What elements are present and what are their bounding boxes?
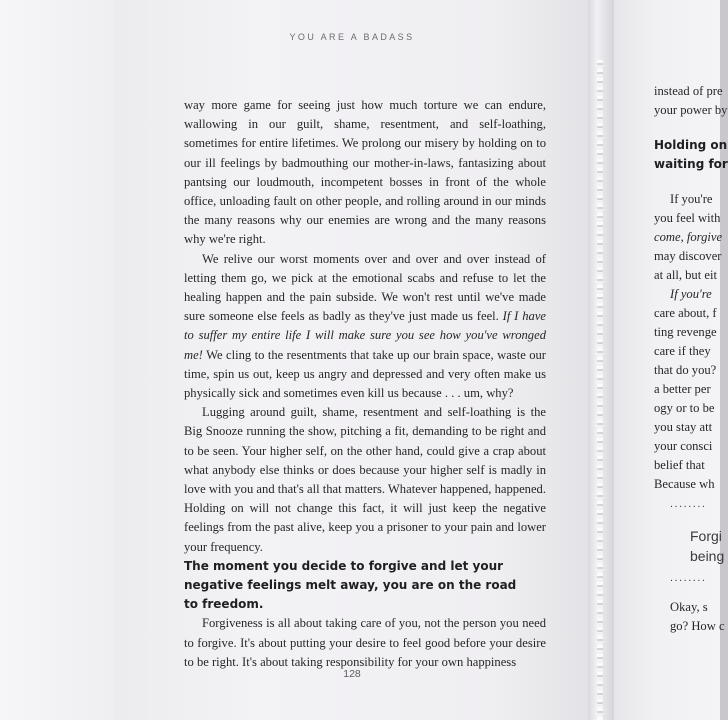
right-line: care about, f [654,306,717,320]
right-heading: Holding on [654,138,728,152]
pull-quote-line: Forgi [690,528,722,544]
dotted-rule: ........ [670,572,707,584]
callout-quote: The moment you decide to forgive and let your negative feelings melt away, you are on the road to freedom. [184,558,517,612]
paragraph-2-italic: If I have to suffer my entire life I will make sure you see how you've wronged me! [184,309,546,362]
right-line: your power by [654,103,728,117]
right-line: ting revenge [654,325,717,339]
left-page-body [184,96,546,672]
right-line: you feel with [654,211,721,225]
running-head: YOU ARE A BADASS [289,32,415,42]
right-line: If you're [670,192,713,206]
right-line: go? How c [670,619,725,633]
right-line: If you're [670,287,712,301]
dotted-rule: ........ [670,498,707,510]
right-line: that do you? [654,363,717,377]
paragraph-2 [184,250,546,404]
right-line: belief that [654,458,705,472]
background-left [0,0,114,720]
page-number: 128 [343,668,361,680]
right-line: Okay, s [670,600,708,614]
right-line: a better per [654,382,711,396]
paragraph-1: way more game for seeing just how much torture we can endure, wallowing in our guilt, shame, resentment, and self-loathing, sometimes for entire lifetimes. We prolong our misery by holding on to our ill feelings by badmouthing our mother-in-laws, fantasizing about pantsing our loudmouth, incompetent bosses in front of the whole office, unloading fault on other people, and rolling around in our minds the many reasons why our enemies are wrong and the many reasons why we're right. [184,98,546,247]
right-page [614,0,728,720]
right-line: may discover [654,249,722,263]
book-gutter [588,0,614,720]
right-line: care if they [654,344,711,358]
pull-quote-line: being [690,548,725,564]
right-line: your consci [654,439,713,453]
right-line: come, forgive [654,230,723,244]
right-line: at all, but eit [654,268,717,282]
paragraph-2-text-a: We relive our worst moments over and over and over instead of letting them go, we pick at the emotional scabs and refuse to let the healing happen and the pain subside. We won't rest until we've made sure someone else feels as badly as they've just made us feel. [184,251,546,324]
right-heading: waiting for [654,157,728,171]
paragraph-4: Forgiveness is all about taking care of you, not the person you need to forgive. It's about putting your desire to feel good before your desire to be right. It's about taking responsibility for your own happiness [184,616,546,669]
right-line: instead of pre [654,84,723,98]
right-line: you stay att [654,420,713,434]
right-line: Because wh [654,477,715,491]
paragraph-3: Lugging around guilt, shame, resentment and self-loathing is the Big Snooze running the show, pitching a fit, demanding to be right and to be seen. Your higher self, on the other hand, could give a crap about what anybody else thinks or does because your higher self is madly in love with you and that's all that matters. Whatever happened, happened. Holding on will not change this fact, it will just keep the negative feelings from the past alive, keep you a prisoner to your pain and lower your frequency. [184,405,546,554]
right-line: ogy or to be [654,401,715,415]
paragraph-2-text-b: We cling to the resentments that take up our brain space, waste our time, spin us out, keep us angry and depressed and very often make us physically sick and sometimes even kill us because . . . um, why? [184,347,547,401]
